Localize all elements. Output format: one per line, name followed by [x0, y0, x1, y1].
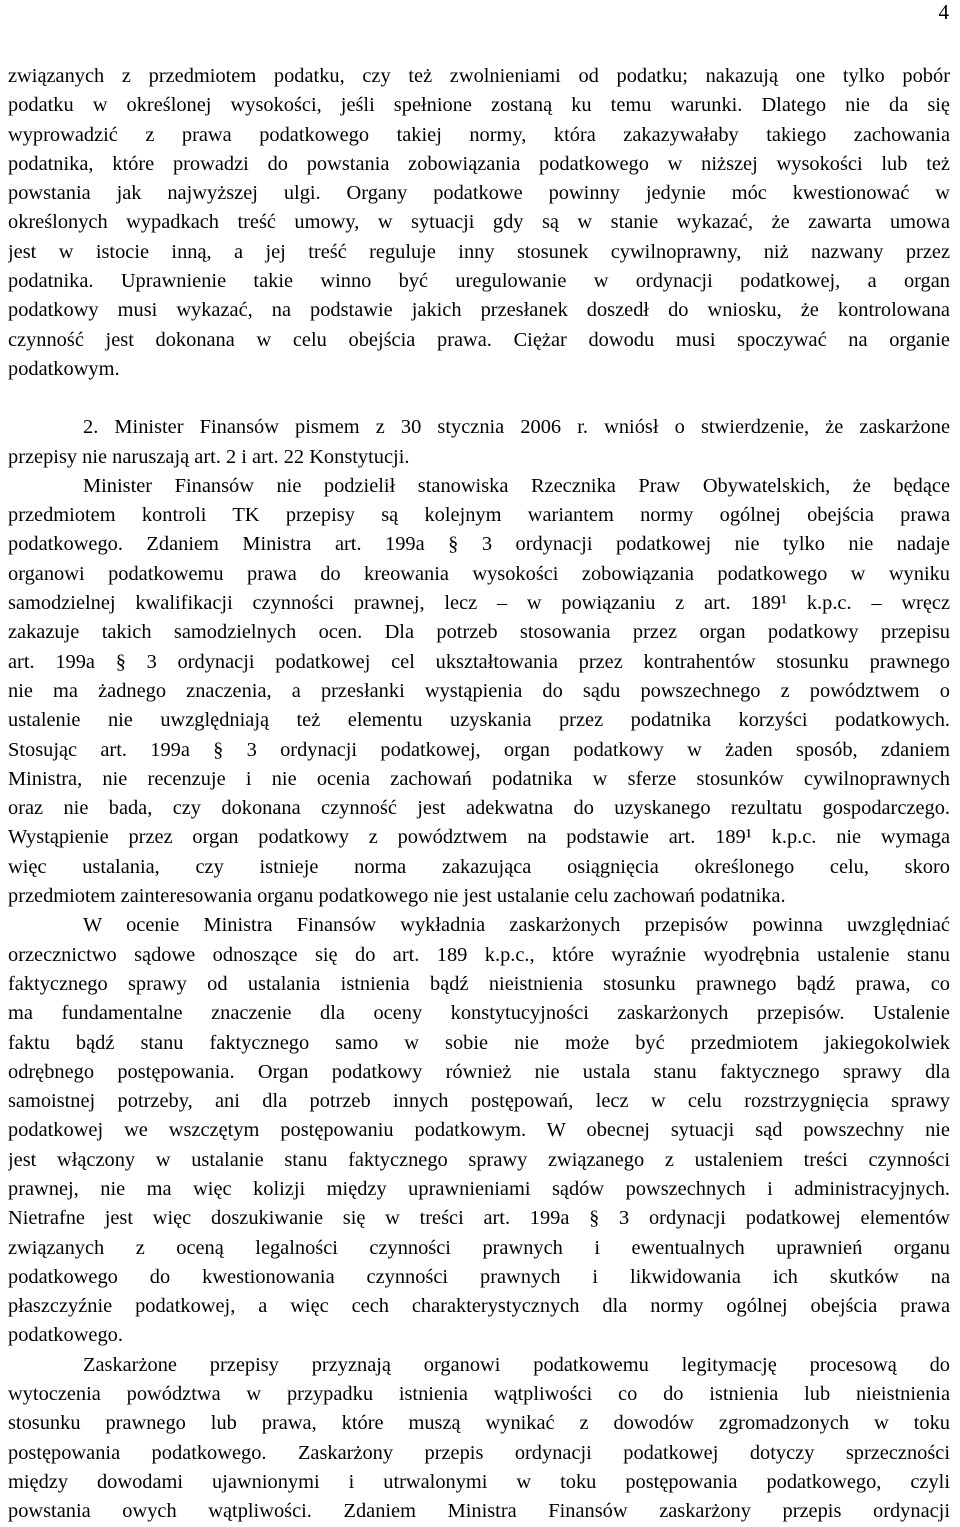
text-line: W ocenie Ministra Finansów wykładnia zaskarżonych przepisów powinna uwzględniać — [83, 914, 950, 937]
text-line: podatku w określonej wysokości, jeśli spełnione zostaną ku temu warunki. Dlatego nie da się — [8, 94, 950, 117]
text-line: Wystąpienie przez organ podatkowy z powództwem na podstawie art. 189¹ k.p.c. nie wymaga — [8, 826, 950, 849]
text-line: faktycznego sprawy od ustalania istnienia bądź nieistnienia stosunku prawnego bądź prawa, co — [8, 972, 950, 995]
text-line: powstania jak najwyższej ulgi. Organy podatkowe powinny jedynie móc kwestionować w — [8, 182, 950, 205]
text-line: zakazuje takich samodzielnych ocen. Dla potrzeb stosowania przez organ podatkowy przepisu — [8, 621, 950, 644]
text-line: Stosując art. 199a § 3 ordynacji podatkowej, organ podatkowy w żaden sposób, zdaniem — [8, 738, 950, 761]
text-line: przepisy nie naruszają art. 2 i art. 22 Konstytucji. — [8, 445, 410, 468]
text-line: powstania owych wątpliwości. Zdaniem Ministra Finansów zaskarżony przepis ordynacji — [8, 1500, 950, 1523]
text-line: podatkowego. Zdaniem Ministra art. 199a § 3 ordynacji podatkowej nie tylko nie nadaje — [8, 533, 950, 556]
text-line: określonych wypadkach treść umowy, w sytuacji gdy są w stanie wykazać, że zawarta umowa — [8, 211, 950, 234]
text-line: podatkowym. — [8, 357, 120, 380]
text-line: podatkowej we wszczętym postępowaniu podatkowym. W obecnej sytuacji sąd powszechny nie — [8, 1119, 950, 1142]
text-line: podatkowy musi wykazać, na podstawie jakich przesłanek doszedł do wniosku, że kontrolowana — [8, 299, 950, 322]
text-line: związanych z oceną legalności czynności prawnych i ewentualnych uprawnień organu — [8, 1236, 950, 1259]
body-text — [8, 62, 950, 1527]
text-line: podatnika. Uprawnienie takie winno być uregulowanie w ordynacji podatkowej, a organ — [8, 270, 950, 293]
text-line: Ministra, nie recenzuje i nie ocenia zachowań podatnika w sferze stosunków cywilnoprawnych — [8, 767, 950, 790]
text-line: organowi podatkowemu prawa do kreowania wysokości zobowiązania podatkowego w wyniku — [8, 562, 950, 585]
text-line: przedmiotem kontroli TK przepisy są kolejnym wariantem normy ogólnej obejścia prawa — [8, 504, 950, 527]
text-line: faktu bądź stanu faktycznego samo w sobie nie może być przedmiotem jakiegokolwiek — [8, 1031, 950, 1054]
text-line: nie ma żadnego znaczenia, a przesłanki wystąpienia do sądu powszechnego z powództwem o — [8, 679, 950, 702]
text-line: oraz nie bada, czy dokonana czynność jest adekwatna do uzyskanego rezultatu gospodarczego. — [8, 797, 950, 820]
text-line: jest w istocie inną, a jej treść reguluje inny stosunek cywilnoprawny, niż nazwany przez — [8, 240, 950, 263]
text-line: ustalenie nie uwzględniają też elementu uzyskania przez podatnika korzyści podatkowych. — [8, 709, 950, 732]
text-line: związanych z przedmiotem podatku, czy też zwolnieniami od podatku; nakazują one tylko pobór — [8, 65, 950, 87]
text-line: ma fundamentalne znaczenie dla oceny konstytucyjności zaskarżonych przepisów. Ustalenie — [8, 1002, 950, 1025]
text-line: orzecznictwo sądowe odnoszące się do art. 189 k.p.c., które wyraźnie wyodrębnia ustalenie stanu — [8, 943, 950, 966]
text-line: podatnika, które prowadzi do powstania zobowiązania podatkowego w niższej wysokości lub też — [8, 152, 950, 175]
text-line: samoistnej potrzeby, ani dla potrzeb innych postępowań, lecz w celu rozstrzygnięcia sprawy — [8, 1090, 950, 1113]
text-line: wytoczenia powództwa w przypadku istnienia wątpliwości co do istnienia lub nieistnienia — [8, 1383, 950, 1406]
page-number: 4 — [938, 0, 949, 24]
paragraph-gap — [8, 384, 950, 413]
text-line: odrębnego postępowania. Organ podatkowy również nie ustala stanu faktycznego sprawy dla — [8, 1060, 950, 1083]
text-line: wyprowadzić z prawa podatkowego takiej normy, która zakazywałaby takiego zachowania — [8, 123, 950, 146]
text-line: Zaskarżone przepisy przyznają organowi podatkowemu legitymację procesową do — [83, 1353, 950, 1376]
text-line: płaszczyźnie podatkowej, a więc cech charakterystycznych dla normy ogólnej obejścia prawa — [8, 1295, 950, 1318]
text-line: postępowania podatkowego. Zaskarżony przepis ordynacji podatkowej dotyczy sprzeczności — [8, 1441, 950, 1464]
text-line: Nietrafne jest więc doszukiwanie się w treści art. 199a § 3 ordynacji podatkowej elementów — [8, 1207, 950, 1230]
text-line: podatkowego do kwestionowania czynności prawnych i likwidowania ich skutków na — [8, 1265, 950, 1288]
text-line: podatkowego. — [8, 1324, 123, 1347]
text-line: czynność jest dokonana w celu obejścia prawa. Ciężar dowodu musi spoczywać na organie — [8, 328, 950, 351]
text-line: przedmiotem zainteresowania organu podatkowego nie jest ustalanie celu zachowań podatnika. — [8, 885, 786, 908]
text-line: więc ustalania, czy istnieje norma zakazująca osiągnięcia określonego celu, skoro — [8, 855, 950, 878]
text-line: Minister Finansów nie podzielił stanowiska Rzecznika Praw Obywatelskich, że będące — [83, 474, 950, 497]
text-line: 2. Minister Finansów pismem z 30 stycznia 2006 r. wniósł o stwierdzenie, że zaskarżone — [83, 416, 950, 439]
text-line: samodzielnej kwalifikacji czynności prawnej, lecz – w powiązaniu z art. 189¹ k.p.c. – wręcz — [8, 592, 950, 615]
text-line: art. 199a § 3 ordynacji podatkowej cel ukształtowania przez kontrahentów stosunku prawnego — [8, 650, 950, 673]
text-line: stosunku prawnego lub prawa, które muszą wynikać z dowodów zgromadzonych w toku — [8, 1412, 950, 1435]
text-line: jest włączony w ustalanie stanu faktycznego sprawy związanego z ustaleniem treści czynności — [8, 1148, 950, 1171]
text-line: prawnej, nie ma więc kolizji między uprawnieniami sądów powszechnych i administracyjnych. — [8, 1177, 950, 1200]
text-line: między dowodami ujawnionymi i utrwalonymi w toku postępowania podatkowego, czyli — [8, 1470, 950, 1493]
